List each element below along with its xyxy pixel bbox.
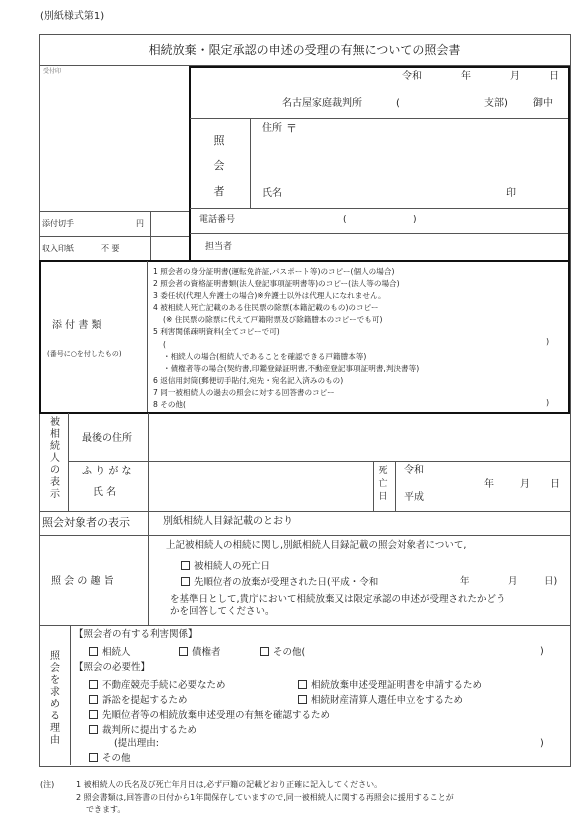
interest-close: ) [540,646,544,657]
checkbox-icon[interactable] [298,695,307,704]
name-label: 氏名 [262,188,282,199]
submit-reason-input[interactable] [175,736,535,750]
submit-reason-close: ) [540,738,544,749]
note-2: 2 照会書類は,回答書の日付から1年間保存していますので,同一被相続人に関する再照会に援用することが [76,793,454,802]
subject-label: 照会対象者の表示 [42,516,130,529]
reason-label: 照 会 を 求 め る 理 由 [50,651,60,746]
death-year: 年 [484,479,494,490]
revenue-stamp-label: 収入印紙 [42,244,74,253]
necessity-auction[interactable]: 不動産競売手続に必要なため [89,680,226,691]
checkbox-icon[interactable] [181,561,190,570]
death-era-heisei[interactable]: 平成 [404,492,424,503]
checkbox-icon[interactable] [179,647,188,656]
necessity-certificate[interactable]: 相続放棄申述受理証明書を申請するため [298,680,482,691]
death-month: 月 [520,479,530,490]
furigana-label: ふ り が な [82,466,132,477]
decedent-name-input[interactable] [152,465,372,507]
checkbox-icon[interactable] [89,753,98,762]
date-year: 年 [461,71,471,82]
note-2-cont: できます。 [86,805,126,814]
necessity-administrator[interactable]: 相続財産清算人選任申立をするため [298,695,463,706]
purpose-year: 年 [460,576,470,587]
staff-label: 担当者 [205,242,233,252]
attachments-note: (番号に○を付したもの) [47,350,122,358]
necessity-heading: 【照会の必要性】 [74,662,151,673]
attachment-item[interactable]: 5 利害関係疎明資料(全てコピーで可) [153,327,280,337]
attachments-close-paren: ) [546,337,550,346]
necessity-other[interactable]: その他 [89,753,131,764]
last-address-label: 最後の住所 [82,433,132,444]
attachment-item[interactable]: 1 照会者の身分証明書(運転免許証,パスポート等)のコピー(個人の場合) [153,267,395,276]
phone-open: ( [343,215,347,225]
checkbox-icon[interactable] [89,695,98,704]
phone-input[interactable] [250,211,450,229]
last-address-input[interactable] [152,418,562,456]
purpose-intro: 上記被相続人の相続に関し,別紙相続人目録記載の照会対象者について, [166,540,467,551]
phone-close: ) [413,215,417,225]
submit-reason-label: (提出理由: [114,738,159,749]
interest-option-creditor[interactable]: 債権者 [179,647,221,658]
form-label: (別紙様式第1) [40,11,105,22]
attachment-item[interactable]: 8 その他( [153,400,186,410]
necessity-lawsuit[interactable]: 訴訟を提起するため [89,695,188,706]
checkbox-icon[interactable] [260,647,269,656]
note-1: 1 被相続人の氏名及び死亡年月日は,必ず戸籍の記載どおり正確に記入してください。 [76,780,383,789]
subject-value: 別紙相続人目録記載のとおり [163,516,293,527]
phone-label: 電話番号 [199,215,236,225]
court-name: 名古屋家庭裁判所 [282,98,362,109]
checkbox-icon[interactable] [181,577,190,586]
checkbox-icon[interactable] [89,725,98,734]
purpose-closing-2: かを回答してください。 [170,606,275,617]
attachment-subitem: ・相続人の場合(相続人であることを確認できる戸籍謄本等) [163,351,367,361]
death-era-reiwa[interactable]: 令和 [404,465,424,476]
attachment-item[interactable]: 2 照会者の資格証明書類(法人登記事項証明書等)のコピー(法人等の場合) [153,279,400,289]
purpose-month: 月 [508,576,518,587]
attachment-item[interactable]: 3 委任状(代理人弁護士の場合)※弁護士以外は代理人になれません。 [153,291,386,301]
postal-mark: 〒 [286,122,297,135]
date-month: 月 [510,71,520,82]
inquirer-name-input[interactable] [290,178,490,204]
checkbox-icon[interactable] [89,647,98,656]
court-addressee: 御中 [533,98,553,109]
purpose-option-prior-waiver[interactable]: 先順位者の放棄が受理された日(平成・令和 [181,577,378,588]
interest-option-other[interactable]: その他( [260,647,305,658]
date-era: 令和 [402,71,422,82]
death-day: 日 [550,479,560,490]
attachments-label: 添 付 書 類 [52,320,102,331]
necessity-prior-waiver-check[interactable]: 先順位者等の相続放棄申述受理の有無を確認するため [89,710,330,721]
stamp-fee-unit: 円 [136,219,144,228]
form-title: 相続放棄・限定承認の申述の受理の有無についての照会書 [148,43,461,57]
checkbox-icon[interactable] [89,680,98,689]
court-branch-open: ( [396,98,400,109]
revenue-stamp-value: 不 要 [101,244,120,253]
purpose-option-death-date[interactable]: 被相続人の死亡日 [181,561,270,572]
attachment-item[interactable]: 7 同一被相続人の過去の照会に対する回答書のコピー [153,387,335,397]
attachments-list [153,266,419,411]
checkbox-icon[interactable] [298,680,307,689]
necessity-court-submission[interactable]: 裁判所に提出するため [89,725,197,736]
attachment-item[interactable]: 6 返信用封筒(郵便切手貼付,宛先・宛名記入済みのもの) [153,375,344,385]
checkbox-icon[interactable] [89,710,98,719]
address-input[interactable] [300,122,565,172]
seal-mark: 印 [506,188,516,199]
decedent-name-label: 氏 名 [93,487,117,498]
death-date-label: 死 亡 日 [378,466,388,503]
attachment-subitem: ・債権者等の場合(契約書,印鑑登録証明書,不動産登記事項証明書,判決書等) [163,363,420,373]
address-label: 住所 [262,123,282,134]
attachment-item[interactable]: 4 被相続人死亡記載のある住民票の除票(本籍記載のもの)のコピー [153,303,379,313]
purpose-closing-1: を基準日として,貴庁において相続放棄又は限定承認の申述が受理されたかどう [170,594,506,605]
purpose-label: 照 会 の 趣 旨 [51,576,114,587]
date-day: 日 [549,71,559,82]
inquirer-label: 照 会 者 [213,134,225,198]
decedent-label: 被 相 続 人 の 表 示 [50,417,60,500]
notes-label: (注) [40,780,55,789]
purpose-day: 日) [544,576,558,587]
attachments-other-close: ) [546,398,550,407]
attachment-paren: ( [163,339,166,349]
attachment-note: (※ 住民票の除票に代えて戸籍附票及び除籍謄本のコピーでも可) [163,315,383,325]
interest-option-heir[interactable]: 相続人 [89,647,131,658]
receipt-stamp-label: 受付印 [43,68,62,75]
branch-input[interactable] [405,95,485,111]
stamp-fee-label: 添付切手 [42,219,74,228]
court-branch: 支部) [484,98,508,109]
interest-heading: 【照会者の有する利害関係】 [74,629,198,640]
staff-input[interactable] [250,236,560,256]
